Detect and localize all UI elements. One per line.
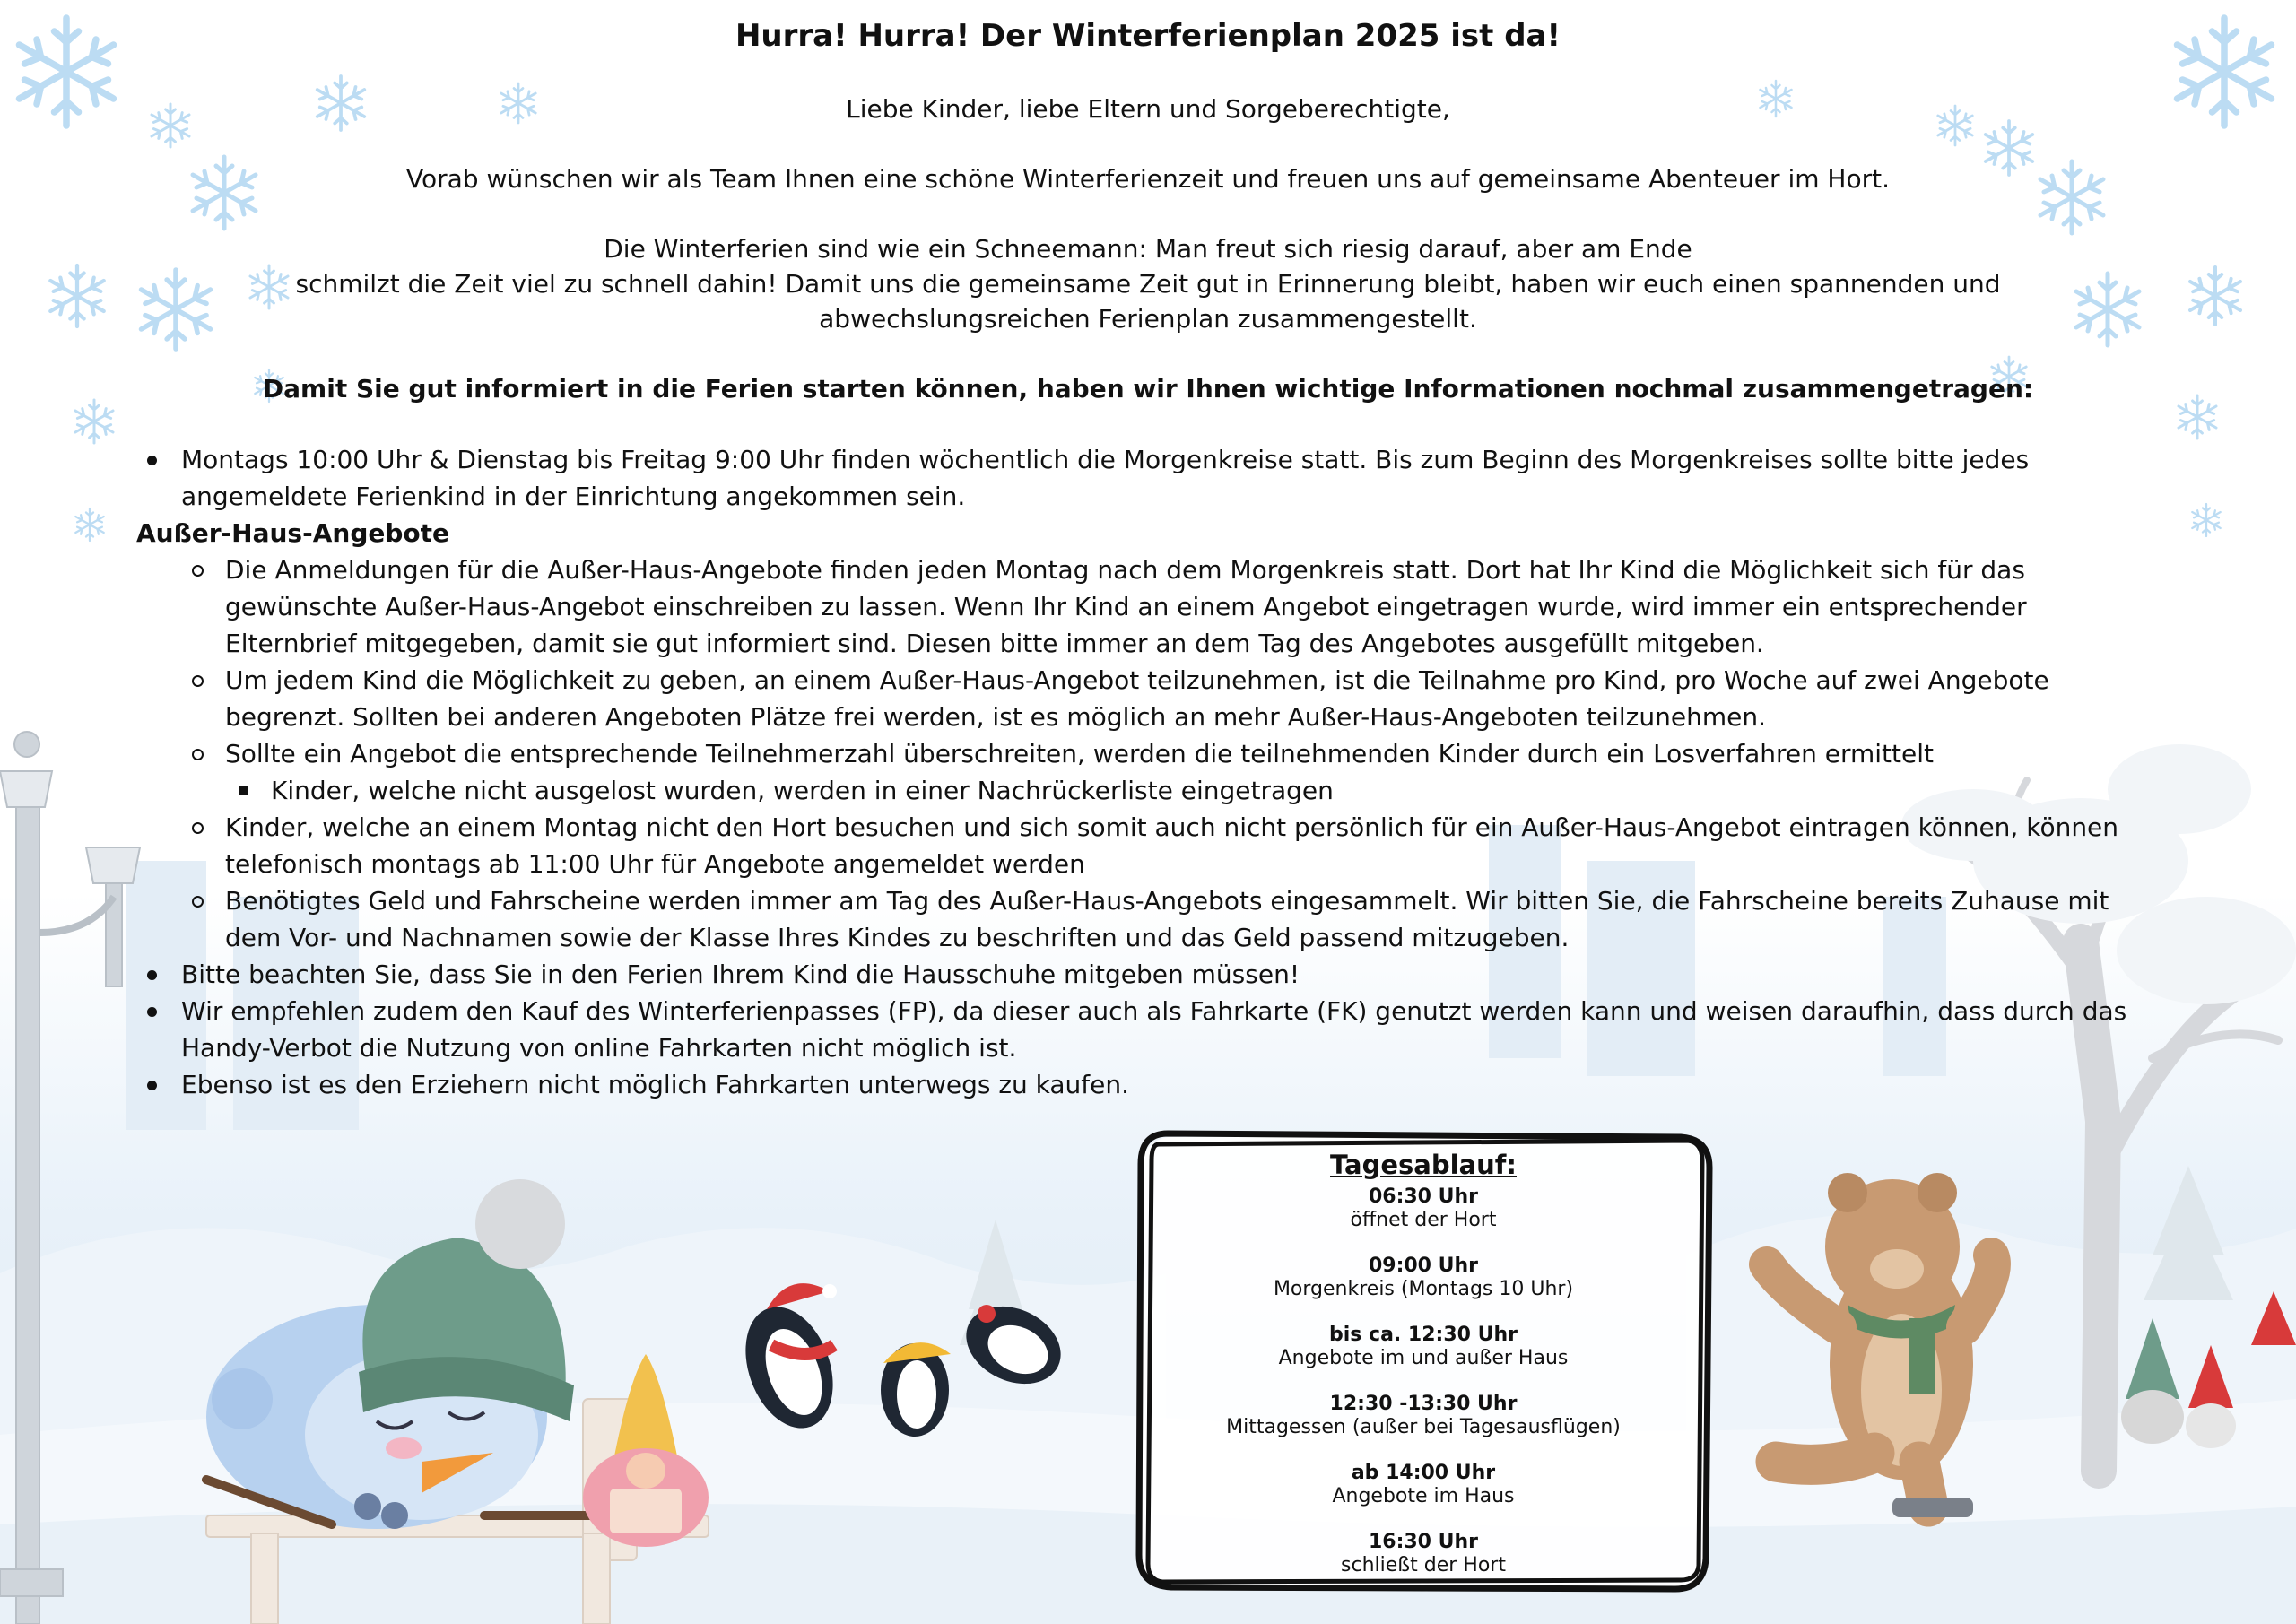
bullet-icon <box>147 1081 157 1090</box>
greeting: Liebe Kinder, liebe Eltern und Sorgeberechtigte, <box>846 94 1450 124</box>
schedule-entry <box>1141 1255 1706 1301</box>
circle-bullet-icon <box>192 896 204 908</box>
snowman-paragraph <box>161 231 2135 336</box>
list-item-text: Die Anmeldungen für die Außer-Haus-Angebote finden jeden Montag nach dem Morgenkreis statt. Dort hat Ihr Kind die Möglichkeit sich für das gewünschte Außer-Haus-Angebot einschreiben zu lassen. Wenn Ihr Kind an einem Angebot eingetragen wurde, wird immer ein entsprechender Elternbrief mitgegeben, damit sie gut informiert sind. Diesen bitte immer an dem Tag des Angebotes ausgefüllt mitgeben. <box>225 555 2027 658</box>
snowman-line: Die Winterferien sind wie ein Schneemann: Man freut sich riesig darauf, aber am Ende <box>604 234 1692 264</box>
circle-bullet-icon <box>192 565 204 577</box>
schedule-description: öffnet der Hort <box>1350 1209 1497 1231</box>
schedule-heading: Tagesablauf: <box>1330 1150 1517 1180</box>
schedule-entry <box>1141 1462 1706 1508</box>
schedule-description: Mittagessen (außer bei Tagesausflügen) <box>1226 1416 1621 1438</box>
schedule-time: bis ca. 12:30 Uhr <box>1328 1324 1518 1346</box>
list-item <box>0 1066 2154 1103</box>
list-item-text: Wir empfehlen zudem den Kauf des Winterferienpasses (FP), da dieser auch als Fahrkarte (FK) genutzt werden kann und weisen daraufhin, dass durch das Handy-Verbot die Nutzung von online Fahrkarten nicht möglich ist. <box>181 996 2127 1063</box>
circle-bullet-icon <box>192 675 204 687</box>
schedule-time: 09:00 Uhr <box>1368 1255 1479 1277</box>
schedule-description: Angebote im und außer Haus <box>1278 1347 1569 1369</box>
page-title: Hurra! Hurra! Der Winterferienplan 2025 ist da! <box>735 18 1561 54</box>
schedule-entry <box>1141 1185 1706 1232</box>
info-list <box>0 441 2296 1103</box>
list-item <box>0 551 2162 662</box>
list-item <box>0 956 2154 993</box>
circle-bullet-icon <box>192 749 204 760</box>
bullet-icon <box>147 1007 157 1017</box>
ausser-haus-heading: Außer-Haus-Angebote <box>136 518 450 548</box>
schedule-time: 16:30 Uhr <box>1368 1531 1479 1553</box>
list-item-text: Kinder, welche nicht ausgelost wurden, werden in einer Nachrückerliste eingetragen <box>271 776 1334 805</box>
schedule-description: schließt der Hort <box>1341 1554 1506 1576</box>
schedule-entry <box>1141 1531 1706 1577</box>
list-item <box>0 441 2154 515</box>
snowman-line: schmilzt die Zeit viel zu schnell dahin! Damit uns die gemeinsame Zeit gut in Erinnerung bleibt, haben wir euch einen spannenden und <box>295 269 2001 299</box>
square-bullet-icon <box>239 786 248 795</box>
bullet-icon <box>147 456 157 465</box>
list-item-text: Sollte ein Angebot die entsprechende Teilnehmerzahl überschreiten, werden die teilnehmenden Kinder durch ein Losverfahren ermittelt <box>225 739 1934 769</box>
intro-text: Vorab wünschen wir als Team Ihnen eine schöne Winterferienzeit und freuen uns auf gemeinsame Abenteuer im Hort. <box>406 164 1890 194</box>
schedule-time: 12:30 -13:30 Uhr <box>1329 1393 1518 1415</box>
list-item <box>0 993 2154 1066</box>
snowman-line: abwechslungsreichen Ferienplan zusammengestellt. <box>819 304 1477 334</box>
schedule-time: ab 14:00 Uhr <box>1351 1462 1496 1484</box>
list-item <box>0 882 2162 956</box>
bullet-icon <box>147 970 157 980</box>
info-heading: Damit Sie gut informiert in die Ferien starten können, haben wir Ihnen wichtige Informationen nochmal zusammengetragen: <box>262 374 2034 404</box>
list-item-text: Um jedem Kind die Möglichkeit zu geben, an einem Außer-Haus-Angebot teilzunehmen, ist die Teilnahme pro Kind, pro Woche auf zwei Angebote begrenzt. Sollten bei anderen Angeboten Plätze frei werden, ist es möglich an mehr Außer-Haus-Angeboten teilzunehmen. <box>225 665 2049 732</box>
list-item <box>0 662 2162 735</box>
circle-bullet-icon <box>192 822 204 834</box>
schedule-entry <box>1141 1324 1706 1370</box>
schedule-description: Angebote im Haus <box>1332 1485 1515 1507</box>
schedule-time: 06:30 Uhr <box>1368 1185 1479 1208</box>
list-item-text: Ebenso ist es den Erziehern nicht möglich Fahrkarten unterwegs zu kaufen. <box>181 1070 1130 1099</box>
schedule-list <box>1141 1150 1706 1600</box>
list-item-text: Kinder, welche an einem Montag nicht den Hort besuchen und sich somit auch nicht persönlich für ein Außer-Haus-Angebot eintragen können, können telefonisch montags ab 11:00 Uhr für Angebote angemeldet werden <box>225 812 2119 879</box>
schedule-entry <box>1141 1393 1706 1439</box>
list-item-text: Bitte beachten Sie, dass Sie in den Ferien Ihrem Kind die Hausschuhe mitgeben müssen! <box>181 960 1300 989</box>
list-item-text: Montags 10:00 Uhr & Dienstag bis Freitag 9:00 Uhr finden wöchentlich die Morgenkreise statt. Bis zum Beginn des Morgenkreises sollte bitte jedes angemeldete Ferienkind in der Einrichtung angekommen sein. <box>181 445 2030 511</box>
list-item <box>0 772 2154 809</box>
list-item-text: Benötigtes Geld und Fahrscheine werden immer am Tag des Außer-Haus-Angebots eingesammelt. Wir bitten Sie, die Fahrscheine bereits Zuhause mit dem Vor- und Nachnamen sowie der Klasse Ihres Kindes zu beschriften und das Geld passend mitzugeben. <box>225 886 2109 952</box>
list-item <box>0 809 2162 882</box>
list-item <box>0 735 2162 772</box>
schedule-description: Morgenkreis (Montags 10 Uhr) <box>1273 1278 1574 1300</box>
